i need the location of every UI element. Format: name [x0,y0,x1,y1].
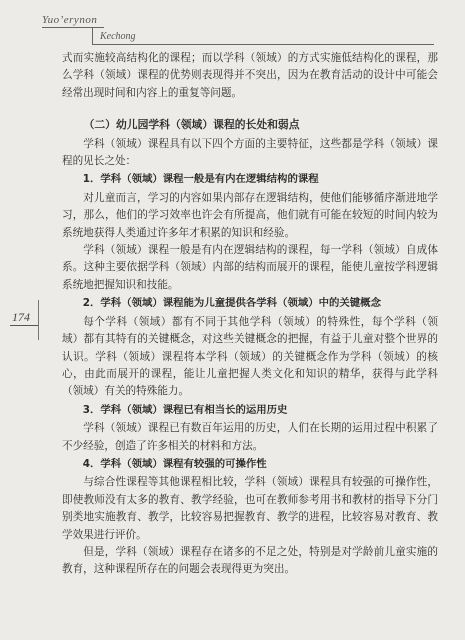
subheading-2: 2．学科（领域）课程能为儿童提供各学科（领域）中的关键概念 [82,297,381,310]
section-heading: （二）幼儿园学科（领域）课程的长处和弱点 [83,118,300,132]
paragraph-2: 对儿童而言，学习的内容如果内部存在逻辑结构，使他们能够循序渐进地学习，那么，他们的学习效率也许会有所提高，他们就有可能在较短的时间内较为系统地获得人类通过许多年才积累的知识和经验。 [62,191,438,239]
header-rule-long [92,44,434,45]
paragraph-continued: 式而实施较高结构化的课程；而以学科（领域）的方式实施低结构化的课程，那么学科（领域）课程的优势则表现得并不突出，因为在教育活动的设计中可能会经常出现时间和内容上的重复等问题。 [62,52,438,99]
paragraph-6: 与综合性课程等其他课程相比较，学科（领域）课程具有较强的可操作性，即使教师没有太多的教育、教学经验，也可在教师参考用书和教材的指导下分门别类地实施教育、教学，比较容易把握教育、教学的进程，比较容易对教育、教学效果进行评价。 [62,476,438,541]
header-rule-vertical [92,27,93,45]
paragraph-4: 每个学科（领域）都有不同于其他学科（领域）的特殊性，每个学科（领域）都有其特有的关键概念，对这些关键概念的把握，有益于儿童对整个世界的认识。学科（领域）课程将本学科（领域）的关键概念作为学科（领域）的核心，由此而展开的课程，能让儿童把握人类文化和知识的精华，获得与此学科（领域）有关的特殊能力。 [62,315,438,398]
page-number: 174 [12,310,30,324]
header-rule-top [42,27,104,28]
body-text [62,50,438,579]
margin-rule [38,300,39,340]
paragraph-7: 但是，学科（领域）课程存在诸多的不足之处，特别是对学龄前儿童实施的教育，这种课程所存在的问题会表现得更为突出。 [62,545,438,576]
paragraph-3: 学科（领域）课程一般是有内在逻辑结构的课程，每一学科（领域）自成体系。这种主要依据学科（领域）内部的结构而展开的课程，能使儿童按学科逻辑系统地把握知识和技能。 [62,244,438,291]
running-header-title: Yuo’erynon [42,14,98,26]
paragraph-intro: 学科（领域）课程具有以下四个方面的主要特征，这些都是学科（领域）课程的见长之处： [62,137,438,168]
running-header-subtitle: Kechong [100,31,136,42]
page-number-underline [10,325,38,326]
subheading-4: 4．学科（领域）课程有较强的可操作性 [82,457,267,470]
paragraph-5: 学科（领域）课程已有数百年运用的历史，人们在长期的运用过程中积累了不少经验，创造了许多相关的材料和方法。 [62,422,438,452]
subheading-1: 1．学科（领域）课程一般是有内在逻辑结构的课程 [82,173,319,186]
subheading-3: 3．学科（领域）课程已有相当长的运用历史 [82,403,288,416]
